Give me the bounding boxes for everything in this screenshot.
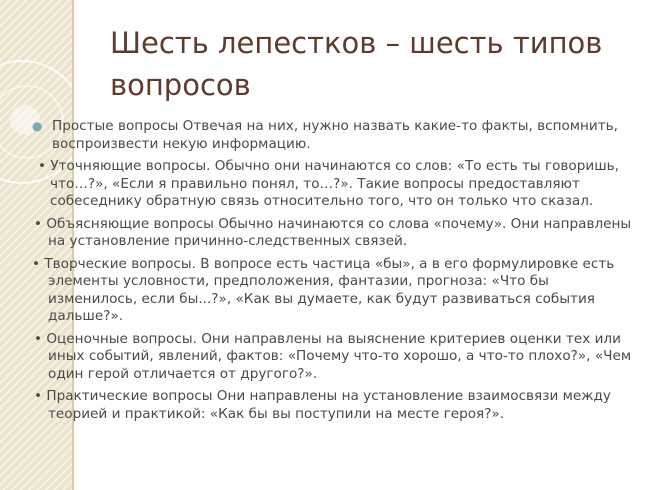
bullet-icon: • xyxy=(34,330,43,347)
list-item xyxy=(30,388,642,423)
list-item xyxy=(30,256,642,326)
bullet-icon: • xyxy=(34,388,43,404)
list-item xyxy=(30,158,642,211)
slide-body xyxy=(30,118,642,428)
slide-title: Шесть лепестков – шесть типов вопросов xyxy=(110,26,603,102)
bullet-icon: ● xyxy=(32,119,43,133)
list-item xyxy=(30,216,642,251)
list-item-text: Творческие вопросы. В вопросе есть частица «бы», а в его формулировке есть элементы условности, предположения, фантазии, прогноза: «Что бы изменилось, если бы...?», «Как вы думаете, как будут развиваться события дальше?». xyxy=(44,255,615,324)
list-item-text: Уточняющие вопросы. Обычно они начинаются со слов: «То есть ты говоришь, что…?», «Если я правильно понял, то…?». Такие вопросы предоставляют собеседнику обратную связь относительно того, что он только что сказал. xyxy=(50,158,619,209)
list-item-text: Простые вопросы Отвечая на них, нужно назвать какие-то факты, вспомнить, воспроизвести некую информацию. xyxy=(52,118,618,152)
bullet-icon: • xyxy=(34,215,43,232)
list-item xyxy=(30,118,642,153)
list-item-text: Практические вопросы Они направлены на установление взаимосвязи между теорией и практикой: «Как бы вы поступили на месте героя?». xyxy=(46,388,611,422)
list-item xyxy=(30,331,642,384)
bullet-icon: • xyxy=(38,158,47,174)
list-item-text: Оценочные вопросы. Они направлены на выяснение критериев оценки тех или иных событий, явлений, фактов: «Почему что-то хорошо, а что-то плохо?», «Чем один герой отличается от другого?». xyxy=(46,330,632,382)
bullet-icon: • xyxy=(32,255,41,272)
list-item-text: Объясняющие вопросы Обычно начинаются со слова «почему». Они направлены на установление причинно-следственных связей. xyxy=(46,215,632,249)
